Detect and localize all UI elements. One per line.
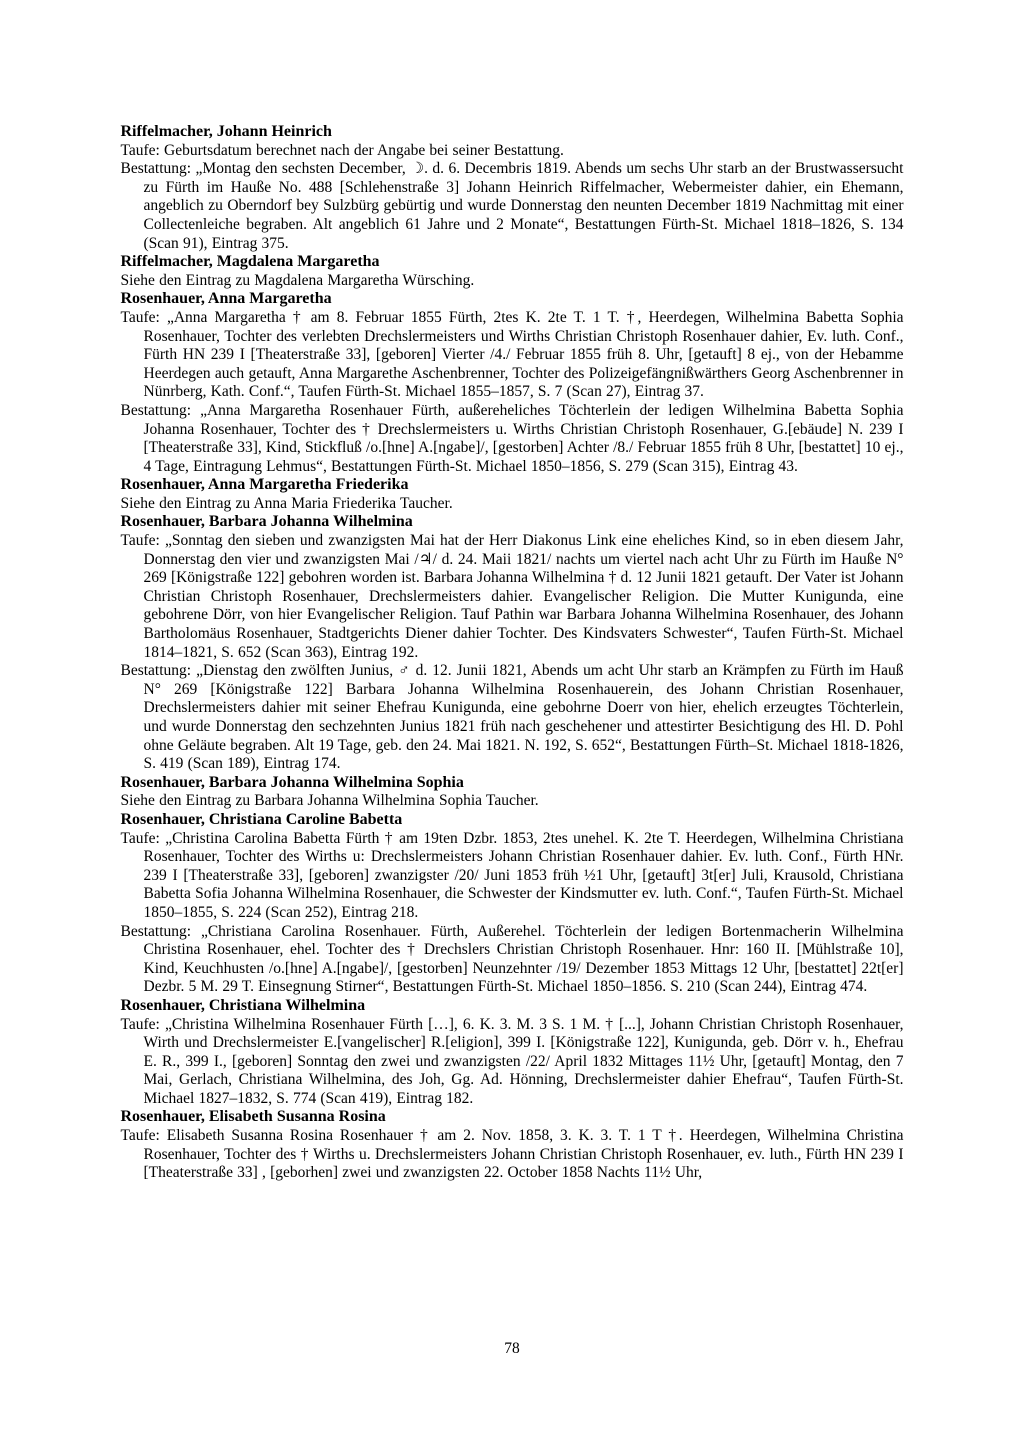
entry-heading: Rosenhauer, Anna Margaretha [120, 290, 332, 308]
entry-heading: Rosenhauer, Barbara Johanna Wilhelmina Sophia [120, 773, 464, 791]
entry-heading: Rosenhauer, Christiana Caroline Babetta [120, 810, 403, 828]
entry-heading: Rosenhauer, Barbara Johanna Wilhelmina [120, 513, 413, 531]
entry-paragraph: Siehe den Eintrag zu Magdalena Margaretha Würsching. [120, 271, 475, 289]
document-page [121, 0, 904, 1183]
entry-heading: Riffelmacher, Johann Heinrich [120, 123, 332, 140]
entry-paragraph: Taufe: Elisabeth Susanna Rosina Rosenhauer † am 2. Nov. 1858, 3. K. 3. T. 1 T †. Heerdegen, Wilhelmina Christina Rosenhauer, Tochter des † Wirths u. Drechslermeisters Johann Christian Christoph Rosenhauer, ev. luth., Fürth HN 239 I [Theaterstraße 33] , [geborhen] zwei und zwanzigsten 22. October 1858 Nachts 11½ Uhr, [120, 1127, 904, 1182]
entry-paragraph: Bestattung: „Christiana Carolina Rosenhauer. Fürth, Außerehel. Töchterlein der ledigen Bortenmacherin Wilhelmina Christina Rosenhauer, ehel. Tochter des † Drechslers Christian Christoph Rosenhauer. Hnr: 160 II. [Mühlstraße 10], Kind, Keuchhusten /o.[hne] A.[ngabe]/, [gestorben] Neunzehnter /19/ Dezember 1853 Mittags 12 Uhr, [bestattet] 22t[er] Dezbr. 5 M. 29 T. Einsegnung Stirner“, Bestattungen Fürth-St. Michael 1850–1856. S. 210 (Scan 244), Eintrag 474. [120, 922, 904, 996]
entry-paragraph: Siehe den Eintrag zu Barbara Johanna Wilhelmina Sophia Taucher. [120, 792, 539, 810]
page-number: 78 [504, 1340, 520, 1357]
entry-paragraph: Bestattung: „Dienstag den zwölften Junius, ♂ d. 12. Junii 1821, Abends um acht Uhr starb an Krämpfen zu Fürth im Hauß N° 269 [Königstraße 122] Barbara Johanna Wilhelmina Rosenhauerein, des Johann Christian Rosenhauer, Drechslermeisters dahier mit seiner Ehefrau Kunigunda, eine gebohrne Doerr von hier, ehelich erzeugtes Töchterlein, und wurde Donnerstag den sechzehnten Junius 1821 früh nach geschehener und attestirter Besichtigung des Hl. D. Pohl ohne Geläute begraben. Alt 19 Tage, geb. den 24. Mai 1821. N. 192, S. 652“, Bestattungen Fürth–St. Michael 1818-1826, S. 419 (Scan 189), Eintrag 174. [120, 662, 904, 773]
entry-heading: Rosenhauer, Christiana Wilhelmina [120, 996, 366, 1014]
entry-paragraph: Taufe: „Sonntag den sieben und zwanzigsten Mai hat der Herr Diakonus Link eine eheliches Kind, so in eben diesem Jahr, Donnerstag den vier und zwanzigsten Mai /♃/ d. 24. Maii 1821/ nachts um viertel nach acht Uhr zu Fürth im Hauße N° 269 [Königstraße 122] gebohren worden ist. Barbara Johanna Wilhelmina † d. 12 Junii 1821 getauft. Der Vater ist Johann Christian Christoph Rosenhauer, Drechslermeisters dahier. Evangelischer Religion. Die Mutter Kunigunda, eine gebohrene Dörr, von hier Evangelischer Religion. Tauf Pathin war Barbara Johanna Wilhelmina Rosenhauer, des Johann Bartholomäus Rosenhauer, Stadtgerichts Diener dahier Tochter. Des Kindsvaters Schwester“, Taufen Fürth-St. Michael 1814–1821, S. 652 (Scan 363), Eintrag 192. [120, 532, 904, 661]
entry-heading: Rosenhauer, Elisabeth Susanna Rosina [120, 1108, 386, 1126]
entry-paragraph: Bestattung: „Montag den sechsten December, ☽. d. 6. Decembris 1819. Abends um sechs Uhr starb an der Brustwassersucht zu Fürth im Hauße No. 488 [Schlehenstraße 3] Johann Heinrich Riffelmacher, Webermeister dahier, ein Ehemann, angeblich zu Oberndorf bey Sulzbürg gebürtig und wurde Donnerstag den neunten December 1819 Nachmittag mit einer Collectenleiche begraben. Alt angeblich 61 Jahre und 2 Monate“, Bestattungen Fürth-St. Michael 1818–1826, S. 134 (Scan 91), Eintrag 375. [120, 160, 904, 252]
entry-heading: Riffelmacher, Magdalena Margaretha [120, 253, 380, 271]
entry-paragraph: Taufe: „Anna Margaretha † am 8. Februar 1855 Fürth, 2tes K. 2te T. 1 T. †, Heerdegen, Wilhelmina Babetta Sophia Rosenhauer, Tochter des verlebten Drechslermeisters und Wirths Christian Christoph Rosenhauer dahier, Ev. luth. Conf., Fürth HN 239 I [Theaterstraße 33], [geboren] Vierter /4./ Februar 1855 früh 8. Uhr, [getauft] 8 ej., von der Hebamme Heerdegen auch getauft, Anna Margarethe Aschenbrenner, Tochter des Polizeigefängnißwärthers Georg Aschenbrenner in Nünrberg, Kath. Conf.“, Taufen Fürth-St. Michael 1855–1857, S. 7 (Scan 27), Eintrag 37. [120, 308, 904, 401]
entry-paragraph: Bestattung: „Anna Margaretha Rosenhauer Fürth, außereheliches Töchterlein der ledigen Wilhelmina Babetta Sophia Johanna Rosenhauer, Tochter des † Drechslermeisters u. Wirths Christian Christoph Rosenhauer, G.[ebäude] N. 239 I [Theaterstraße 33], Kind, Stickfluß /o.[hne] A.[ngabe]/, [gestorben] Achter /8./ Februar 1855 früh 8 Uhr, [bestattet] 10 ej., 4 Tage, Eintragung Lehmus“, Bestattungen Fürth-St. Michael 1850–1856, S. 279 (Scan 315), Eintrag 43. [120, 401, 904, 475]
entries-list [121, 123, 904, 1183]
entry-heading: Rosenhauer, Anna Margaretha Friederika [120, 476, 409, 494]
entry-paragraph: Taufe: „Christina Carolina Babetta Fürth † am 19ten Dzbr. 1853, 2tes unehel. K. 2te T. Heerdegen, Wilhelmina Christiana Rosenhauer, Tochter des Wirths u: Drechslermeisters Johann Christian Rosenhauer dahier. Ev. luth. Conf., Fürth HNr. 239 I [Theaterstraße 33], [geboren] zwanzigster /20/ Juni 1853 früh ½1 Uhr, [getauft] 3t[er] Juli, Krausold, Christiana Babetta Sofia Johanna Wilhelmina Rosenhauer, die Schwester der Kindsmutter ev. luth. Conf.“, Taufen Fürth-St. Michael 1850–1855, S. 224 (Scan 252), Eintrag 218. [120, 829, 904, 921]
entry-paragraph: Taufe: Geburtsdatum berechnet nach der Angabe bei seiner Bestattung. [120, 141, 564, 159]
entry-paragraph: Taufe: „Christina Wilhelmina Rosenhauer Fürth […], 6. K. 3. M. 3 S. 1 M. † [...], Johann Christian Christoph Rosenhauer, Wirth und Drechslermeister E.[vangelischer] R.[eligion], 399 I. [Königstraße 122], Kunigunda, geb. Dörr v. h., Ehefrau E. R., 399 I., [geboren] Sonntag den zwei und zwanzigsten /22/ April 1832 Mittages 11½ Uhr, [getauft] Montag, den 7 Mai, Gerlach, Christiana Wilhelmina, des Joh, Gg. Ad. Hönning, Drechslermeister dahier Ehefrau“, Taufen Fürth-St. Michael 1827–1832, S. 774 (Scan 419), Eintrag 182. [120, 1015, 904, 1107]
entry-paragraph: Siehe den Eintrag zu Anna Maria Friederika Taucher. [120, 494, 453, 512]
